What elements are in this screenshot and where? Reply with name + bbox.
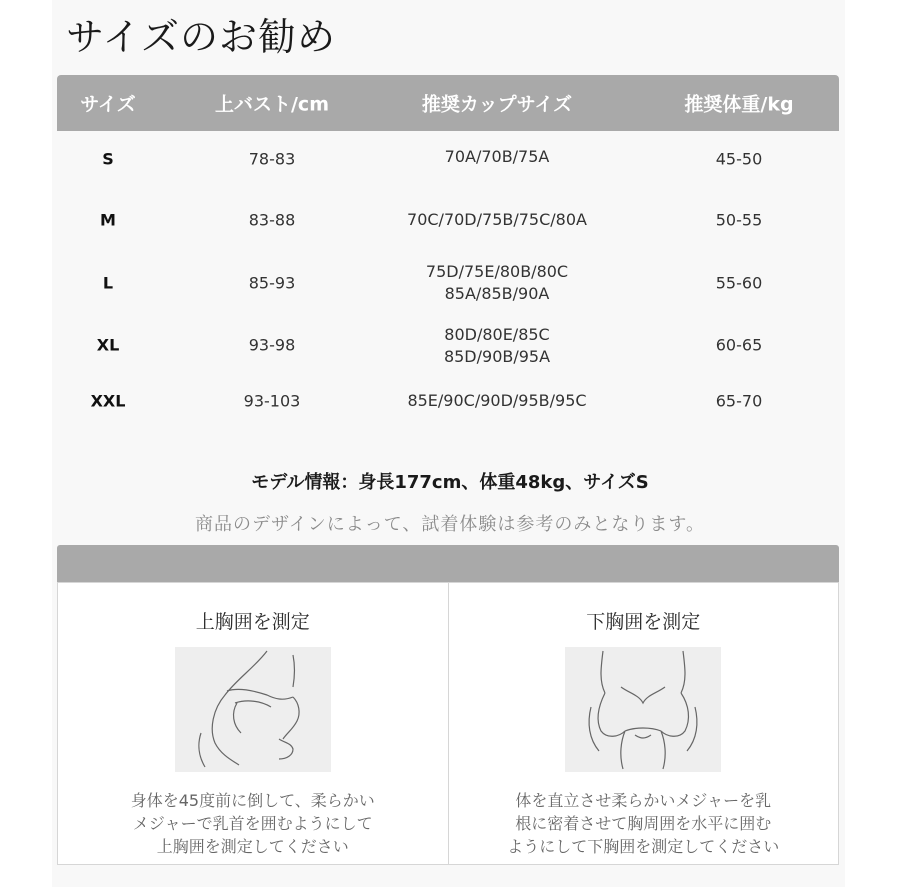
panel-title: 上胸囲を測定 xyxy=(195,611,310,633)
bust-cell: 93-103 xyxy=(243,391,301,411)
header-weight: 推奨体重/kg xyxy=(684,93,794,116)
weight-cell: 60-65 xyxy=(715,335,763,355)
table-row xyxy=(57,255,839,317)
size-table xyxy=(57,75,839,429)
upper-bust-panel xyxy=(57,582,449,865)
under-bust-panel xyxy=(449,582,840,865)
size-cell: S xyxy=(102,149,114,169)
model-info: モデル情報：身長177cm、体重48kg、サイズS xyxy=(251,472,649,493)
table-row xyxy=(57,379,839,429)
page-title: サイズのお勧め xyxy=(66,15,336,59)
header-bust: 上バスト/cm xyxy=(214,93,330,116)
cup-cell: 85E/90C/90D/95B/95C xyxy=(407,391,587,410)
size-cell: XXL xyxy=(90,391,126,411)
weight-cell: 50-55 xyxy=(715,210,763,230)
bust-cell: 93-98 xyxy=(248,335,296,355)
table-row xyxy=(57,193,839,255)
measurement-guide xyxy=(57,545,839,865)
size-cell: L xyxy=(102,273,114,293)
bust-cell: 85-93 xyxy=(248,273,296,293)
table-row xyxy=(57,131,839,193)
bust-cell: 83-88 xyxy=(248,210,296,230)
weight-cell: 45-50 xyxy=(715,149,763,169)
cup-cell: 70C/70D/75B/75C/80A xyxy=(407,210,587,229)
panel-title: 下胸囲を測定 xyxy=(586,611,701,633)
weight-cell: 65-70 xyxy=(715,391,763,411)
panel-description: 体を直立させ柔らかいメジャーを乳 根に密着させて胸周囲を水平に囲む ようにして下胸囲を測定してください xyxy=(507,791,780,856)
bust-cell: 78-83 xyxy=(248,149,296,169)
disclaimer-note: 商品のデザインによって、試着体験は参考のみとなります。 xyxy=(195,514,705,535)
header-size: サイズ xyxy=(80,93,136,116)
under-bust-measure-illustration xyxy=(565,647,721,772)
size-cell: XL xyxy=(96,335,120,355)
measurement-header-bar xyxy=(57,545,839,582)
panel-description: 身体を45度前に倒して、柔らかい メジャーで乳首を囲むようにして 上胸囲を測定してください xyxy=(130,791,375,856)
table-row xyxy=(57,317,839,379)
size-table-header xyxy=(57,75,839,131)
cup-cell: 75D/75E/80B/80C 85A/85B/90A xyxy=(425,262,569,303)
cup-cell: 80D/80E/85C 85D/90B/95A xyxy=(443,325,551,366)
cup-cell: 70A/70B/75A xyxy=(444,147,550,166)
weight-cell: 55-60 xyxy=(715,273,763,293)
size-cell: M xyxy=(100,210,116,230)
upper-bust-measure-illustration xyxy=(175,647,331,772)
header-cup: 推奨カップサイズ xyxy=(421,93,573,116)
